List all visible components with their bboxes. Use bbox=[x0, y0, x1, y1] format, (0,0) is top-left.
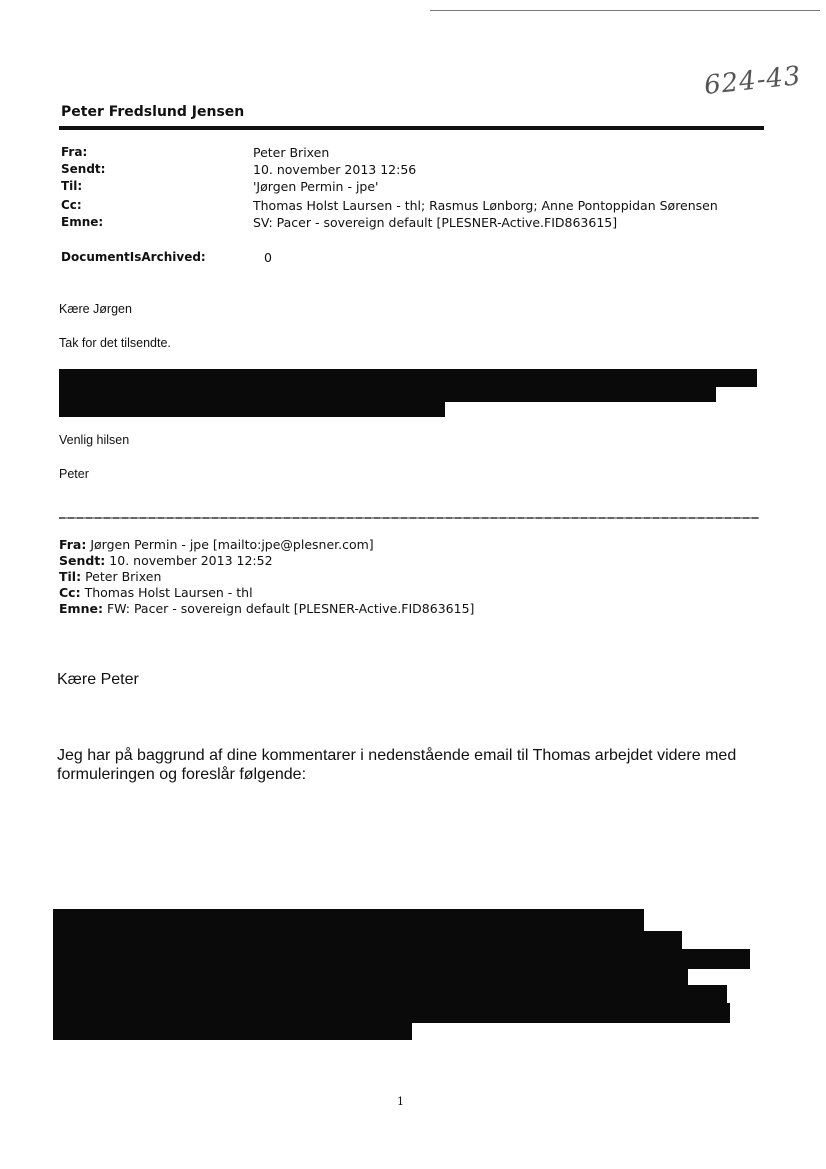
fwd-to-value: Peter Brixen bbox=[85, 569, 162, 584]
top-scan-rule bbox=[430, 10, 820, 11]
forward-separator bbox=[59, 517, 759, 519]
fwd-sent-label: Sendt: bbox=[59, 553, 106, 568]
redaction-bar bbox=[53, 949, 750, 969]
fwd-body-line-2: formuleringen og foreslår følgende: bbox=[57, 766, 307, 783]
page-number: 1 bbox=[397, 1095, 404, 1108]
fwd-from-line bbox=[59, 537, 374, 552]
fwd-cc-value: Thomas Holst Laursen - thl bbox=[84, 585, 253, 600]
redaction-bar bbox=[53, 931, 682, 951]
subject-label: Emne: bbox=[61, 215, 104, 229]
to-label: Til: bbox=[61, 179, 83, 193]
redaction-bar bbox=[59, 369, 757, 387]
fwd-to-label: Til: bbox=[59, 569, 82, 584]
reply-greeting: Kære Jørgen bbox=[59, 302, 132, 316]
mailbox-owner-name: Peter Fredslund Jensen bbox=[61, 104, 245, 120]
reply-closing: Venlig hilsen bbox=[59, 433, 130, 447]
redaction-bar bbox=[59, 401, 445, 417]
fwd-sent-line bbox=[59, 553, 273, 568]
redaction-bar bbox=[53, 1021, 412, 1040]
fwd-sent-value: 10. november 2013 12:52 bbox=[109, 553, 273, 568]
archived-value: 0 bbox=[264, 250, 272, 265]
fwd-subject-line bbox=[59, 601, 474, 616]
redaction-bar bbox=[53, 985, 727, 1005]
subject-value: SV: Pacer - sovereign default [PLESNER-Active.FID863615] bbox=[253, 215, 618, 230]
reply-signature: Peter bbox=[59, 467, 89, 481]
cc-label: Cc: bbox=[61, 198, 82, 212]
from-value: Peter Brixen bbox=[253, 145, 330, 160]
redaction-bar bbox=[59, 386, 716, 402]
owner-divider bbox=[59, 126, 764, 130]
sent-value: 10. november 2013 12:56 bbox=[253, 162, 417, 177]
sent-label: Sendt: bbox=[61, 162, 106, 176]
reply-thanks: Tak for det tilsendte. bbox=[59, 336, 171, 350]
redaction-bar bbox=[53, 967, 688, 987]
fwd-subject-label: Emne: bbox=[59, 601, 103, 616]
from-label: Fra: bbox=[61, 145, 88, 159]
archived-label: DocumentIsArchived: bbox=[61, 250, 206, 264]
fwd-cc-line bbox=[59, 585, 253, 600]
fwd-from-value: Jørgen Permin - jpe [mailto:jpe@plesner.com] bbox=[90, 537, 374, 552]
fwd-cc-label: Cc: bbox=[59, 585, 81, 600]
to-value: 'Jørgen Permin - jpe' bbox=[253, 179, 379, 194]
fwd-subject-value: FW: Pacer - sovereign default [PLESNER-Active.FID863615] bbox=[106, 601, 475, 616]
redaction-bar bbox=[53, 909, 644, 933]
fwd-body-line-1: Jeg har på baggrund af dine kommentarer i nedenstående email til Thomas arbejdet videre med bbox=[57, 747, 737, 764]
redaction-bar bbox=[53, 1003, 730, 1023]
handwritten-annotation: 624-43 bbox=[702, 60, 803, 102]
fwd-to-line bbox=[59, 569, 161, 584]
fwd-from-label: Fra: bbox=[59, 537, 87, 552]
cc-value: Thomas Holst Laursen - thl; Rasmus Lønborg; Anne Pontoppidan Sørensen bbox=[253, 198, 718, 213]
fwd-greeting: Kære Peter bbox=[57, 671, 139, 688]
